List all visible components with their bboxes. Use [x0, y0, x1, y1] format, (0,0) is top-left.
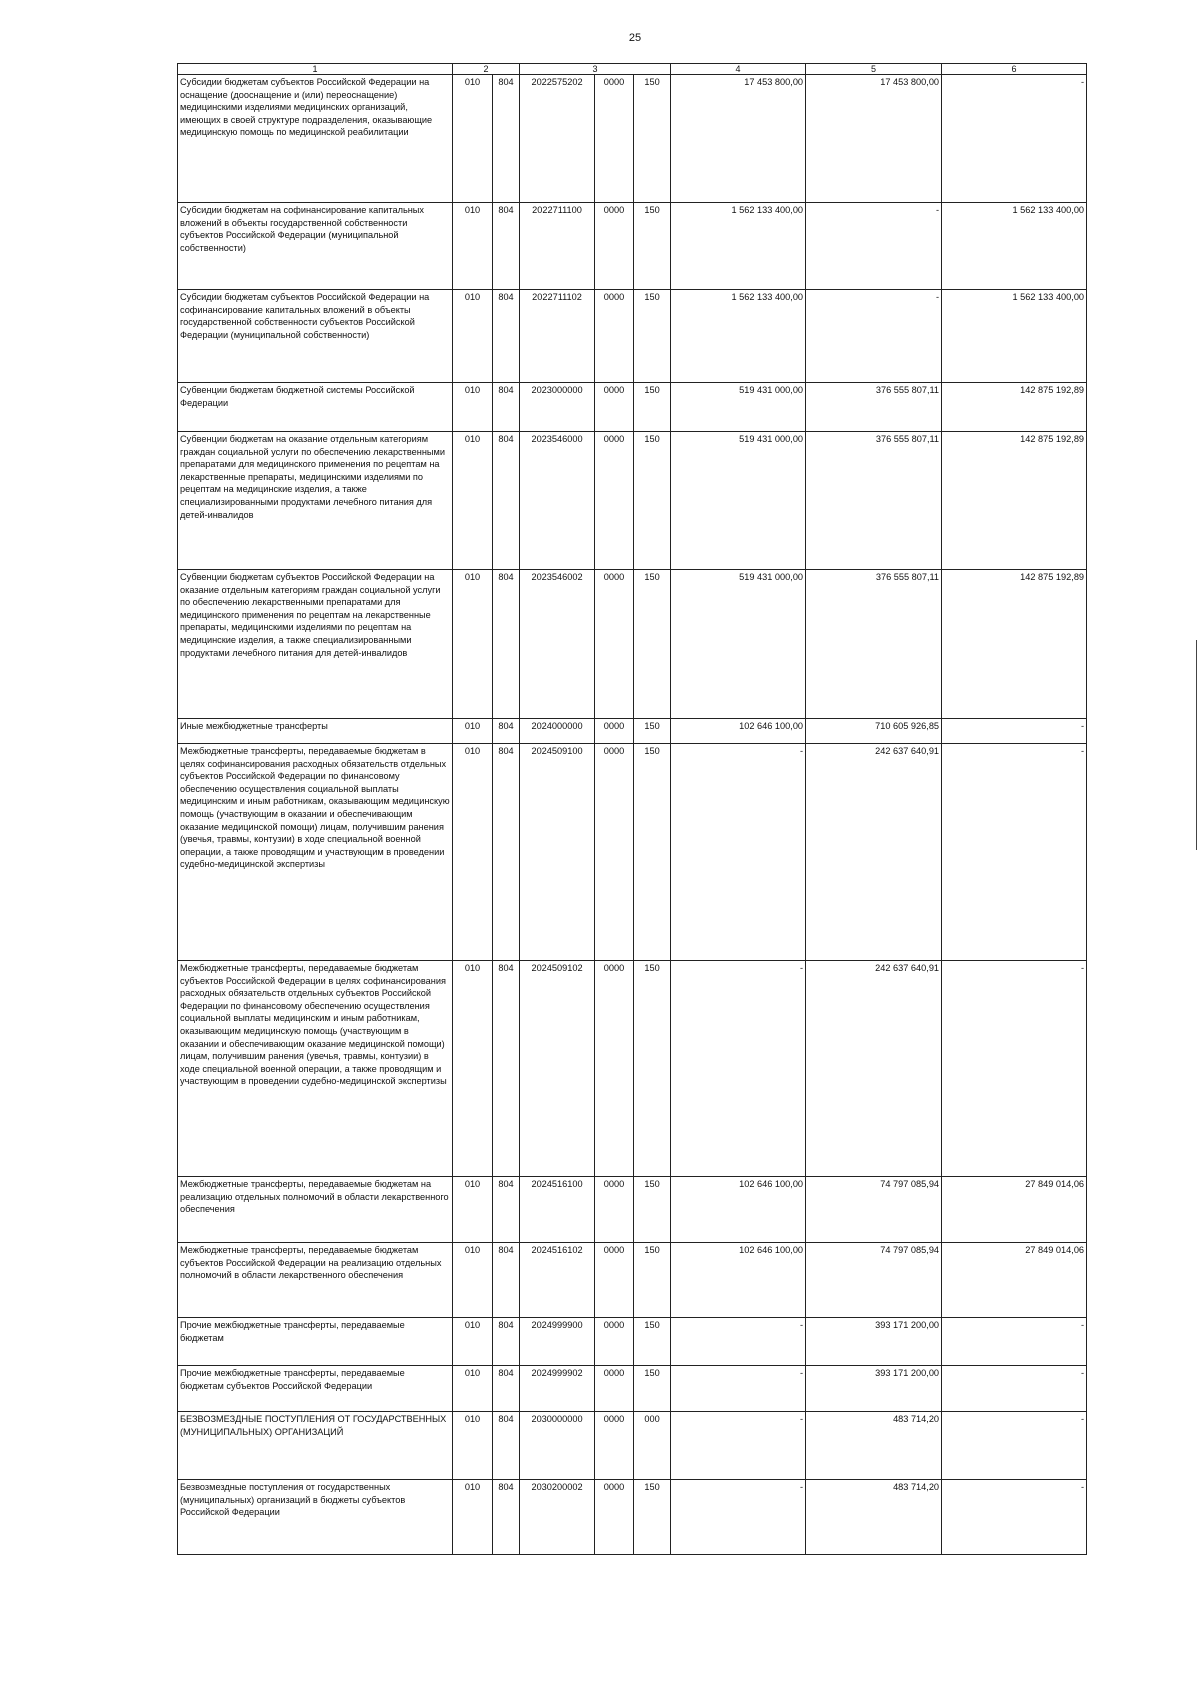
budget-code-cell: 2024509102	[520, 961, 595, 1177]
ministry-code-cell: 804	[493, 1480, 520, 1555]
table-row	[178, 1412, 1087, 1480]
subcode-cell: 0000	[595, 744, 634, 961]
executed-amount-cell: -	[806, 203, 942, 290]
scan-edge-mark	[1196, 640, 1197, 850]
admin-code-cell: 010	[453, 961, 493, 1177]
column-number-row	[178, 64, 1087, 75]
budget-code-cell: 2024999900	[520, 1318, 595, 1366]
column-number: 5	[806, 64, 942, 75]
remaining-amount-cell: -	[942, 1412, 1087, 1480]
subcode-cell: 0000	[595, 961, 634, 1177]
kind-code-cell: 150	[634, 1366, 671, 1412]
executed-amount-cell: 17 453 800,00	[806, 75, 942, 203]
remaining-amount-cell: 142 875 192,89	[942, 383, 1087, 432]
table-row	[178, 570, 1087, 719]
row-name-cell: Субсидии бюджетам на софинансирование капитальных вложений в объекты государственной собственности субъектов Российской Федерации (муниципальной собственности)	[178, 203, 453, 290]
row-name-cell: Прочие межбюджетные трансферты, передаваемые бюджетам	[178, 1318, 453, 1366]
executed-amount-cell: -	[806, 290, 942, 383]
table-row	[178, 1366, 1087, 1412]
row-name-cell: Субсидии бюджетам субъектов Российской Федерации на софинансирование капитальных вложений в объекты государственной собственности субъектов Российской Федерации (муниципальной собственности)	[178, 290, 453, 383]
subcode-cell: 0000	[595, 1366, 634, 1412]
subcode-cell: 0000	[595, 290, 634, 383]
subcode-cell: 0000	[595, 432, 634, 570]
admin-code-cell: 010	[453, 1412, 493, 1480]
kind-code-cell: 150	[634, 570, 671, 719]
budget-table	[177, 63, 1087, 1555]
kind-code-cell: 150	[634, 383, 671, 432]
planned-amount-cell: -	[671, 961, 806, 1177]
subcode-cell: 0000	[595, 203, 634, 290]
remaining-amount-cell: -	[942, 744, 1087, 961]
planned-amount-cell: 102 646 100,00	[671, 719, 806, 744]
executed-amount-cell: 376 555 807,11	[806, 383, 942, 432]
remaining-amount-cell: -	[942, 1480, 1087, 1555]
subcode-cell: 0000	[595, 1412, 634, 1480]
planned-amount-cell: -	[671, 1318, 806, 1366]
column-number: 4	[671, 64, 806, 75]
row-name-cell: Межбюджетные трансферты, передаваемые бюджетам субъектов Российской Федерации в целях софинансирования расходных обязательств отдельных субъектов Российской Федерации по финансовому обеспечению осуществления социальной выплаты медицинским и иным работникам, оказывающим медицинскую помощь (участвующим в оказании и обеспечивающим оказание медицинской помощи) лицам, получившим ранения (увечья, травмы, контузии) в ходе специальной военной операции, а также проводящим и участвующим в проведении судебно-медицинской экспертизы	[178, 961, 453, 1177]
remaining-amount-cell: 1 562 133 400,00	[942, 203, 1087, 290]
kind-code-cell: 150	[634, 75, 671, 203]
remaining-amount-cell: -	[942, 1318, 1087, 1366]
budget-code-cell: 2024516100	[520, 1177, 595, 1243]
budget-code-cell: 2023546000	[520, 432, 595, 570]
page-number: 25	[628, 32, 642, 44]
executed-amount-cell: 74 797 085,94	[806, 1243, 942, 1318]
budget-code-cell: 2030200002	[520, 1480, 595, 1555]
planned-amount-cell: -	[671, 1412, 806, 1480]
planned-amount-cell: 1 562 133 400,00	[671, 203, 806, 290]
planned-amount-cell: 519 431 000,00	[671, 383, 806, 432]
admin-code-cell: 010	[453, 432, 493, 570]
row-name-cell: Субвенции бюджетам на оказание отдельным категориям граждан социальной услуги по обеспечению лекарственными препаратами для медицинского применения по рецептам на лекарственные препараты, медицинскими изделиями по рецептам на медицинские изделия, а также специализированными продуктами лечебного питания для детей-инвалидов	[178, 432, 453, 570]
table-row	[178, 383, 1087, 432]
row-name-cell: Прочие межбюджетные трансферты, передаваемые бюджетам субъектов Российской Федерации	[178, 1366, 453, 1412]
budget-code-cell: 2024516102	[520, 1243, 595, 1318]
planned-amount-cell: -	[671, 1480, 806, 1555]
table-row	[178, 1177, 1087, 1243]
ministry-code-cell: 804	[493, 290, 520, 383]
budget-code-cell: 2024000000	[520, 719, 595, 744]
planned-amount-cell: -	[671, 744, 806, 961]
budget-code-cell: 2023000000	[520, 383, 595, 432]
row-name-cell: Межбюджетные трансферты, передаваемые бюджетам в целях софинансирования расходных обязательств отдельных субъектов Российской Федерации по финансовому обеспечению осуществления социальной выплаты медицинским и иным работникам, оказывающим медицинскую помощь (участвующим в оказании и обеспечивающим оказание медицинской помощи) лицам, получившим ранения (увечья, травмы, контузии) в ходе специальной военной операции, а также проводящим и участвующим в проведении судебно-медицинской экспертизы	[178, 744, 453, 961]
remaining-amount-cell: -	[942, 961, 1087, 1177]
table-row	[178, 961, 1087, 1177]
subcode-cell: 0000	[595, 75, 634, 203]
executed-amount-cell: 393 171 200,00	[806, 1318, 942, 1366]
kind-code-cell: 150	[634, 961, 671, 1177]
budget-code-cell: 2024509100	[520, 744, 595, 961]
ministry-code-cell: 804	[493, 1177, 520, 1243]
admin-code-cell: 010	[453, 719, 493, 744]
column-number: 3	[520, 64, 671, 75]
kind-code-cell: 150	[634, 432, 671, 570]
table-row	[178, 203, 1087, 290]
budget-code-cell: 2030000000	[520, 1412, 595, 1480]
executed-amount-cell: 483 714,20	[806, 1480, 942, 1555]
admin-code-cell: 010	[453, 1177, 493, 1243]
kind-code-cell: 150	[634, 1177, 671, 1243]
ministry-code-cell: 804	[493, 432, 520, 570]
admin-code-cell: 010	[453, 290, 493, 383]
remaining-amount-cell: 142 875 192,89	[942, 570, 1087, 719]
budget-code-cell: 2023546002	[520, 570, 595, 719]
remaining-amount-cell: 27 849 014,06	[942, 1177, 1087, 1243]
remaining-amount-cell: -	[942, 1366, 1087, 1412]
subcode-cell: 0000	[595, 1177, 634, 1243]
subcode-cell: 0000	[595, 570, 634, 719]
subcode-cell: 0000	[595, 1318, 634, 1366]
row-name-cell: Межбюджетные трансферты, передаваемые бюджетам на реализацию отдельных полномочий в области лекарственного обеспечения	[178, 1177, 453, 1243]
table-row	[178, 1243, 1087, 1318]
ministry-code-cell: 804	[493, 744, 520, 961]
planned-amount-cell: 102 646 100,00	[671, 1177, 806, 1243]
column-number: 1	[178, 64, 453, 75]
executed-amount-cell: 376 555 807,11	[806, 432, 942, 570]
ministry-code-cell: 804	[493, 1412, 520, 1480]
row-name-cell: Межбюджетные трансферты, передаваемые бюджетам субъектов Российской Федерации на реализацию отдельных полномочий в области лекарственного обеспечения	[178, 1243, 453, 1318]
executed-amount-cell: 376 555 807,11	[806, 570, 942, 719]
planned-amount-cell: 519 431 000,00	[671, 570, 806, 719]
table-row	[178, 744, 1087, 961]
admin-code-cell: 010	[453, 203, 493, 290]
admin-code-cell: 010	[453, 75, 493, 203]
subcode-cell: 0000	[595, 1480, 634, 1555]
table-row	[178, 290, 1087, 383]
subcode-cell: 0000	[595, 719, 634, 744]
table-row	[178, 75, 1087, 203]
budget-code-cell: 2022711100	[520, 203, 595, 290]
subcode-cell: 0000	[595, 1243, 634, 1318]
ministry-code-cell: 804	[493, 719, 520, 744]
table-row	[178, 432, 1087, 570]
column-number: 2	[453, 64, 520, 75]
executed-amount-cell: 710 605 926,85	[806, 719, 942, 744]
kind-code-cell: 150	[634, 290, 671, 383]
admin-code-cell: 010	[453, 1243, 493, 1318]
executed-amount-cell: 393 171 200,00	[806, 1366, 942, 1412]
executed-amount-cell: 242 637 640,91	[806, 961, 942, 1177]
planned-amount-cell: 1 562 133 400,00	[671, 290, 806, 383]
remaining-amount-cell: 27 849 014,06	[942, 1243, 1087, 1318]
planned-amount-cell: 519 431 000,00	[671, 432, 806, 570]
admin-code-cell: 010	[453, 570, 493, 719]
ministry-code-cell: 804	[493, 961, 520, 1177]
ministry-code-cell: 804	[493, 1366, 520, 1412]
table-body	[178, 75, 1087, 1555]
remaining-amount-cell: 1 562 133 400,00	[942, 290, 1087, 383]
ministry-code-cell: 804	[493, 383, 520, 432]
admin-code-cell: 010	[453, 1318, 493, 1366]
row-name-cell: Иные межбюджетные трансферты	[178, 719, 453, 744]
admin-code-cell: 010	[453, 1366, 493, 1412]
row-name-cell: Безвозмездные поступления от государственных (муниципальных) организаций в бюджеты субъектов Российской Федерации	[178, 1480, 453, 1555]
executed-amount-cell: 483 714,20	[806, 1412, 942, 1480]
ministry-code-cell: 804	[493, 1243, 520, 1318]
ministry-code-cell: 804	[493, 203, 520, 290]
planned-amount-cell: 17 453 800,00	[671, 75, 806, 203]
budget-code-cell: 2024999902	[520, 1366, 595, 1412]
executed-amount-cell: 242 637 640,91	[806, 744, 942, 961]
row-name-cell: Субвенции бюджетам бюджетной системы Российской Федерации	[178, 383, 453, 432]
subcode-cell: 0000	[595, 383, 634, 432]
column-number: 6	[942, 64, 1087, 75]
row-name-cell: Субсидии бюджетам субъектов Российской Федерации на оснащение (дооснащение и (или) переоснащение) медицинскими изделиями медицинских организаций, имеющих в своей структуре подразделения, оказывающие медицинскую помощь по медицинской реабилитации	[178, 75, 453, 203]
kind-code-cell: 150	[634, 1318, 671, 1366]
table-row	[178, 1480, 1087, 1555]
row-name-cell: БЕЗВОЗМЕЗДНЫЕ ПОСТУПЛЕНИЯ ОТ ГОСУДАРСТВЕННЫХ (МУНИЦИПАЛЬНЫХ) ОРГАНИЗАЦИЙ	[178, 1412, 453, 1480]
ministry-code-cell: 804	[493, 570, 520, 719]
kind-code-cell: 000	[634, 1412, 671, 1480]
kind-code-cell: 150	[634, 203, 671, 290]
ministry-code-cell: 804	[493, 1318, 520, 1366]
kind-code-cell: 150	[634, 744, 671, 961]
table-row	[178, 1318, 1087, 1366]
table-row	[178, 719, 1087, 744]
executed-amount-cell: 74 797 085,94	[806, 1177, 942, 1243]
remaining-amount-cell: 142 875 192,89	[942, 432, 1087, 570]
ministry-code-cell: 804	[493, 75, 520, 203]
budget-code-cell: 2022575202	[520, 75, 595, 203]
admin-code-cell: 010	[453, 1480, 493, 1555]
admin-code-cell: 010	[453, 744, 493, 961]
kind-code-cell: 150	[634, 1480, 671, 1555]
row-name-cell: Субвенции бюджетам субъектов Российской Федерации на оказание отдельным категориям граждан социальной услуги по обеспечению лекарственными препаратами для медицинского применения по рецептам на лекарственные препараты, медицинскими изделиями по рецептам на медицинские изделия, а также специализированными продуктами лечебного питания для детей-инвалидов	[178, 570, 453, 719]
kind-code-cell: 150	[634, 719, 671, 744]
planned-amount-cell: -	[671, 1366, 806, 1412]
remaining-amount-cell: -	[942, 75, 1087, 203]
remaining-amount-cell: -	[942, 719, 1087, 744]
planned-amount-cell: 102 646 100,00	[671, 1243, 806, 1318]
admin-code-cell: 010	[453, 383, 493, 432]
budget-code-cell: 2022711102	[520, 290, 595, 383]
kind-code-cell: 150	[634, 1243, 671, 1318]
